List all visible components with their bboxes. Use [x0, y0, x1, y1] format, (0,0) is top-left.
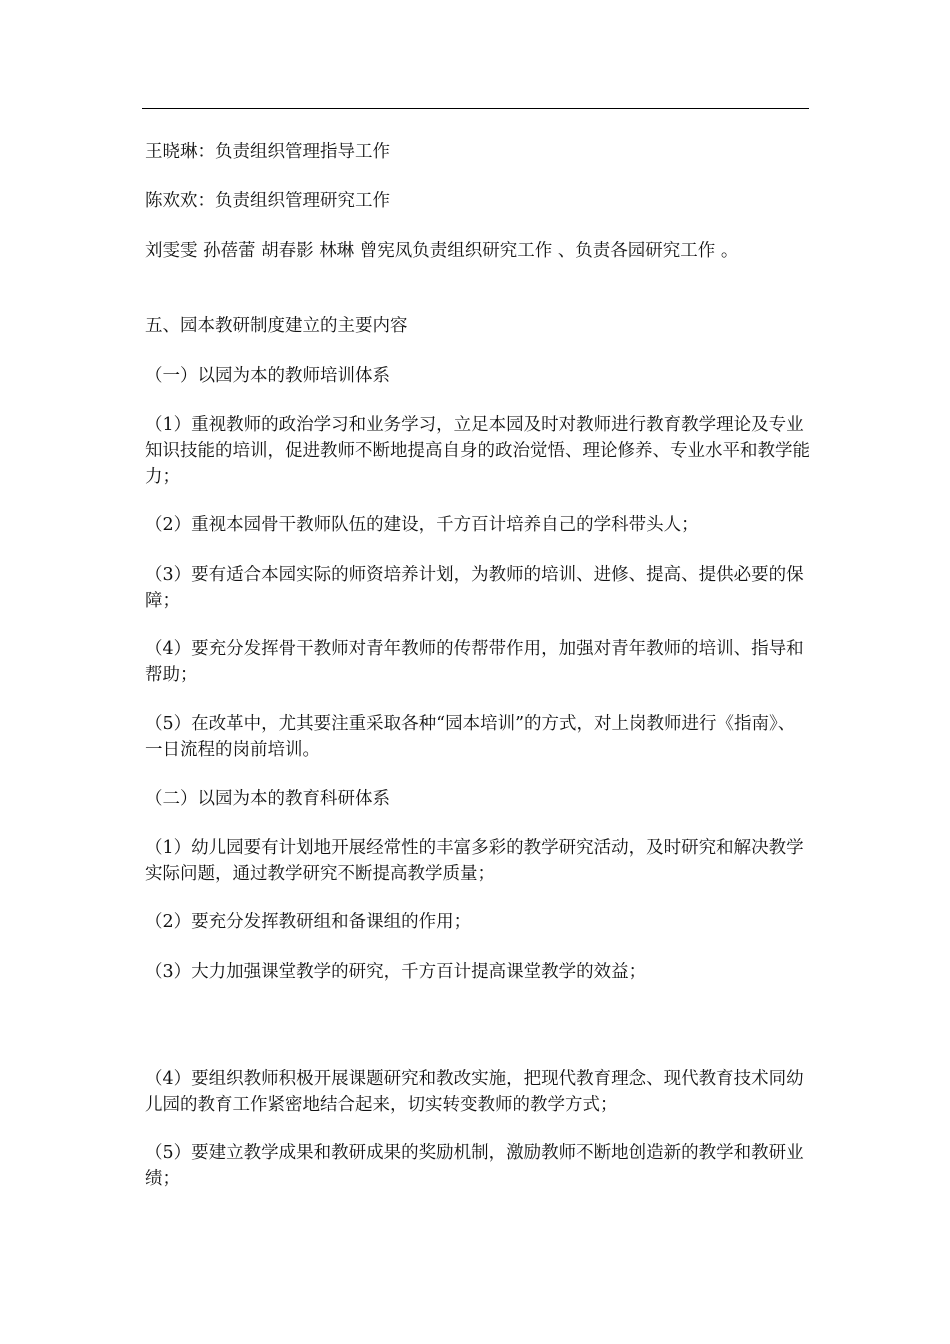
paragraph-staff-group: 刘雯雯 孙蓓蕾 胡春影 林琳 曾宪凤负责组织研究工作 、负责各园研究工作 。: [145, 241, 739, 261]
list-item-training-4: （4）要充分发挥骨干教师对青年教师的传帮带作用，加强对青年教师的培训、指导和帮助；: [145, 639, 804, 685]
paragraph-staff-chen: 陈欢欢：负责组织管理研究工作: [145, 191, 390, 211]
list-item-training-2: （2）重视本园骨干教师队伍的建设，千方百计培养自己的学科带头人；: [145, 515, 699, 535]
list-item-research-5: （5）要建立教学成果和教研成果的奖励机制，激励教师不断地创造新的教学和教研业绩；: [145, 1143, 804, 1189]
list-item-research-1: （1）幼儿园要有计划地开展经常性的丰富多彩的教学研究活动，及时研究和解决教学实际问题，通过教学研究不断提高教学质量；: [145, 838, 804, 884]
list-item-training-1: （1）重视教师的政治学习和业务学习，立足本园及时对教师进行教育教学理论及专业知识技能的培训，促进教师不断地提高自身的政治觉悟、理论修养、专业水平和教学能力；: [145, 415, 810, 487]
list-item-research-3: （3）大力加强课堂教学的研究，千方百计提高课堂教学的效益；: [145, 962, 647, 982]
paragraph-staff-wang: 王晓琳：负责组织管理指导工作: [145, 142, 390, 162]
list-item-training-5: （5）在改革中，尤其要注重采取各种“园本培训”的方式，对上岗教师进行《指南》、一日流程的岗前培训。: [145, 714, 796, 760]
list-item-research-4: （4）要组织教师积极开展课题研究和教改实施，把现代教育理念、现代教育技术同幼儿园的教育工作紧密地结合起来，切实转变教师的教学方式；: [145, 1069, 804, 1115]
subsection-heading-2: （二）以园为本的教育科研体系: [145, 789, 390, 809]
header-rule: [142, 108, 809, 109]
list-item-training-3: （3）要有适合本园实际的师资培养计划，为教师的培训、进修、提高、提供必要的保障；: [145, 565, 804, 611]
section-heading-5: 五、园本教研制度建立的主要内容: [145, 316, 408, 336]
subsection-heading-1: （一）以园为本的教师培训体系: [145, 366, 390, 386]
list-item-research-2: （2）要充分发挥教研组和备课组的作用；: [145, 912, 472, 932]
